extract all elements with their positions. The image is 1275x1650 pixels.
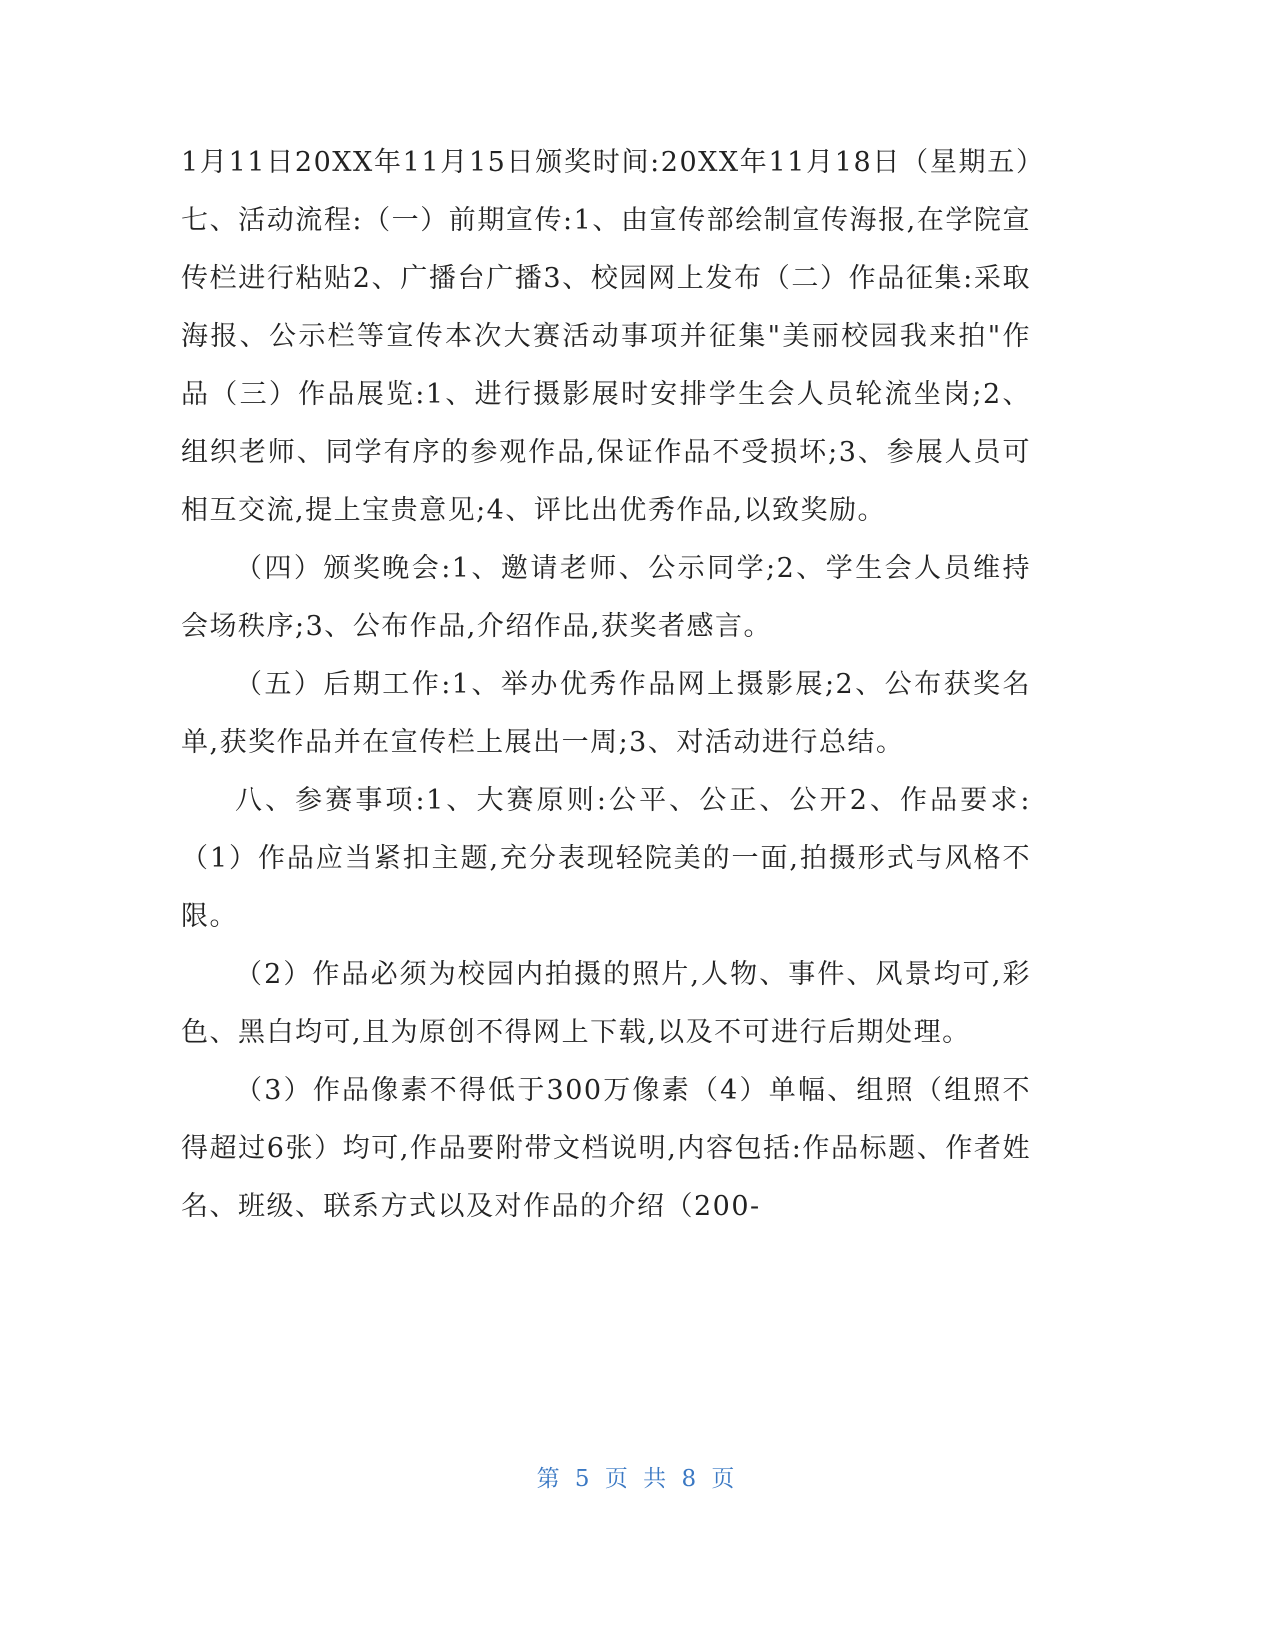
paragraph-schedule-and-process: 1月11日20XX年11月15日颁奖时间:20XX年11月18日（星期五）七、活动流程:（一）前期宣传:1、由宣传部绘制宣传海报,在学院宣传栏进行粘贴2、广播台广播3、校园网上发布（二）作品征集:采取海报、公示栏等宣传本次大赛活动事项并征集"美丽校园我来拍"作品（三）作品展览:1、进行摄影展时安排学生会人员轮流坐岗;2、组织老师、同学有序的参观作品,保证作品不受损坏;3、参展人员可相互交流,提上宝贵意见;4、评比出优秀作品,以致奖励。 [181,147,1031,526]
paragraph-resolution-requirements: （3）作品像素不得低于300万像素（4）单幅、组照（组照不得超过6张）均可,作品要附带文档说明,内容包括:作品标题、作者姓名、班级、联系方式以及对作品的介绍（200- [181,1075,1031,1222]
page-number-footer: 第 5 页 共 8 页 [536,1466,739,1492]
paragraph-follow-up-work: （五）后期工作:1、举办优秀作品网上摄影展;2、公布获奖名单,获奖作品并在宣传栏上展出一周;3、对活动进行总结。 [181,669,1031,758]
paragraph-entry-rules: 八、参赛事项:1、大赛原则:公平、公正、公开2、作品要求:（1）作品应当紧扣主题,充分表现轻院美的一面,拍摄形式与风格不限。 [181,785,1031,932]
paragraph-photo-requirements: （2）作品必须为校园内拍摄的照片,人物、事件、风景均可,彩色、黑白均可,且为原创不得网上下载,以及不可进行后期处理。 [181,959,1031,1048]
document-body [181,134,1031,1236]
paragraph-award-ceremony: （四）颁奖晚会:1、邀请老师、公示同学;2、学生会人员维持会场秩序;3、公布作品,介绍作品,获奖者感言。 [181,553,1031,642]
